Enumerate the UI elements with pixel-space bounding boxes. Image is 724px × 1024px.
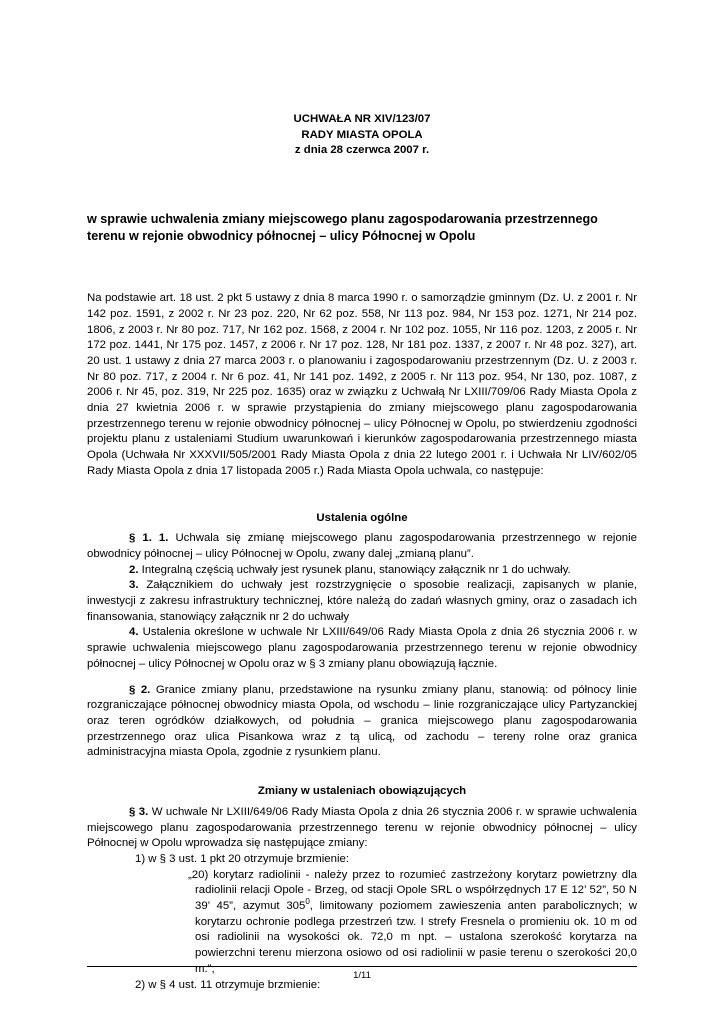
resolution-title: w sprawie uchwalenia zmiany miejscowego planu zagospodarowania przestrzennego terenu w rejonie obwodnicy północnej – ulicy Północnej w Opolu [87, 212, 598, 243]
legal-basis-paragraph: Na podstawie art. 18 ust. 2 pkt 5 ustawy z dnia 8 marca 1990 r. o samorządzie gminnym (Dz. U. z 2001 r. Nr 142 poz. 1591, z 2002 r. Nr 23 poz. 220, Nr 62 poz. 558, Nr 113 poz. 984, Nr 153 poz. 1271, Nr 214 poz. 1806, z 2003 r. Nr 80 poz. 717, Nr 162 poz. 1568, z 2004 r. Nr 102 poz. 1055, Nr 116 poz. 1203, z 2005 r. Nr 172 poz. 1441, Nr 175 poz. 1457, z 2006 r. Nr 17 poz. 128, Nr 181 poz. 1337, z 2007 r. Nr 48 poz. 327), art. 20 ust. 1 ustawy z dnia 27 marca 2003 r. o planowaniu i zagospodarowaniu przestrzennym (Dz. U. z 2003 r. Nr 80 poz. 717, z 2004 r. Nr 6 poz. 41, Nr 141 poz. 1492, z 2005 r. Nr 113 poz. 954, Nr 130, poz. 1087, z 2006 r. Nr 45, poz. 319, Nr 225 poz. 1635) oraz w związku z Uchwałą Nr LXIII/709/06 Rady Miasta Opola z dnia 27 kwietnia 2006 r. w sprawie przystąpienia do zmiany miejscowego planu zagospodarowania przestrzennego terenu w rejonie obwodnicy północnej – ulicy Północnej w Opolu, po stwierdzeniu zgodności projektu planu z ustaleniami Studium uwarunkowań i kierunków zagospodarowania przestrzennego miasta Opola (Uchwała Nr XXXVII/505/2001 Rady Miasta Opola z dnia 22 lutego 2001 r. i Uchwała Nr LIV/602/05 Rady Miasta Opola z dnia 17 listopada 2005 r.) Rada Miasta Opola uchwala, co następuje: [87, 292, 637, 477]
paragraph-text: Granice zmiany planu, przedstawione na rysunku zmiany planu, stanowią: od północy linie rozgraniczające północnej obwodnicy miasta Opola, od wschodu – linie rozgraniczające ulicy Partyzanckiej oraz teren ogródków działkowych, od południa – granica miejscowego planu zagospodarowania przestrzennego oraz ulica Pisankowa wraz z tą ulicą, od zachodu – tereny rolne oraz granica administracyjna miasta Opola, zgodnie z rysunkiem planu. [87, 683, 637, 759]
quoted-definition-20 [87, 868, 637, 978]
header-line-1: UCHWAŁA NR XIV/123/07 [293, 113, 431, 125]
paragraph-text: Ustalenia określone w uchwale Nr LXIII/649/06 Rady Miasta Opola z dnia 26 stycznia 2006 r. w sprawie uchwalenia miejscowego planu zagospodarowania przestrzennego terenu w rejonie obwodnicy północnej – ulicy Północnej w Opolu oraz w § 3 zmiany planu obowiązują łącznie. [87, 626, 637, 670]
paragraph-number: 4. [129, 626, 139, 639]
quote-text-part-a: „20) korytarz radiolinii - należy przez to rozumieć zastrzeżony korytarz powietrzny dla radiolinii relacji Opole - Brzeg, od stacji Opole SRL o współrzędnych 17 E 12’ 52”, 50 N 39’ 45”, azymut 305 [188, 868, 637, 913]
paragraph-number: § 1. 1. [129, 532, 169, 545]
footer-divider [87, 966, 637, 967]
header-line-3: z dnia 28 czerwca 2007 r. [294, 144, 430, 157]
list-item-2: 2) w § 4 ust. 11 otrzymuje brzmienie: [135, 978, 321, 991]
paragraph-text: Integralną częścią uchwały jest rysunek planu, stanowiący załącznik nr 1 do uchwały. [138, 563, 571, 576]
header-line-2: RADY MIASTA OPOLA [301, 128, 423, 141]
paragraph-1-2 [87, 563, 637, 579]
paragraph-1-3 [87, 578, 637, 625]
page-number: 1/11 [353, 970, 371, 981]
paragraph-text: W uchwale Nr LXIII/649/06 Rady Miasta Opola z dnia 26 stycznia 2006 r. w sprawie uchwalenia miejscowego planu zagospodarowania przestrzennego terenu w rejonie obwodnicy północnej – ulicy Północnej w Opolu wprowadza się następujące zmiany: [87, 805, 637, 850]
list-item-1: 1) w § 3 ust. 1 pkt 20 otrzymuje brzmienie: [135, 852, 349, 865]
paragraph-number: 3. [129, 579, 139, 592]
paragraph-number: § 3. [129, 805, 149, 818]
paragraph-1-1 [87, 531, 637, 562]
document-body [87, 112, 637, 993]
resolution-header [87, 112, 637, 159]
paragraph-text: Uchwala się zmianę miejscowego planu zagospodarowania przestrzennego w rejonie obwodnicy północnej – ulicy Północnej w Opolu, zwany dalej „zmianą planu”. [87, 532, 638, 560]
paragraph-number: 2. [129, 563, 139, 576]
quote-text-part-b: , limitowany poziomem zawieszenia anten parabolicznych; w korytarzu ochronie podlega przestrzeń tzw. I strefy Fresnela o promieniu ok. 10 m od osi radiolinii na wysokości ok. 72,0 m npt. – ustalona szerokość korytarza na powierzchni terenu mierzona osiowo od osi radiolinii w pasie terenu o szerokości 20,0 m.”; [195, 900, 637, 975]
degree-superscript: 0 [305, 897, 310, 907]
paragraph-2 [87, 683, 637, 762]
paragraph-3 [87, 805, 637, 852]
paragraph-text: Załącznikiem do uchwały jest rozstrzygnięcie o sposobie realizacji, zapisanych w planie, inwestycji z zakresu infrastruktury technicznej, które należą do zadań własnych gminy, oraz o zasadach ich finansowania, stanowiący załącznik nr 2 do uchwały [87, 579, 637, 623]
paragraph-1-4 [87, 625, 637, 672]
section-title-general: Ustalenia ogólne [316, 511, 408, 524]
section-title-changes: Zmiany w ustaleniach obowiązujących [257, 785, 467, 798]
paragraph-number: § 2. [129, 683, 151, 696]
